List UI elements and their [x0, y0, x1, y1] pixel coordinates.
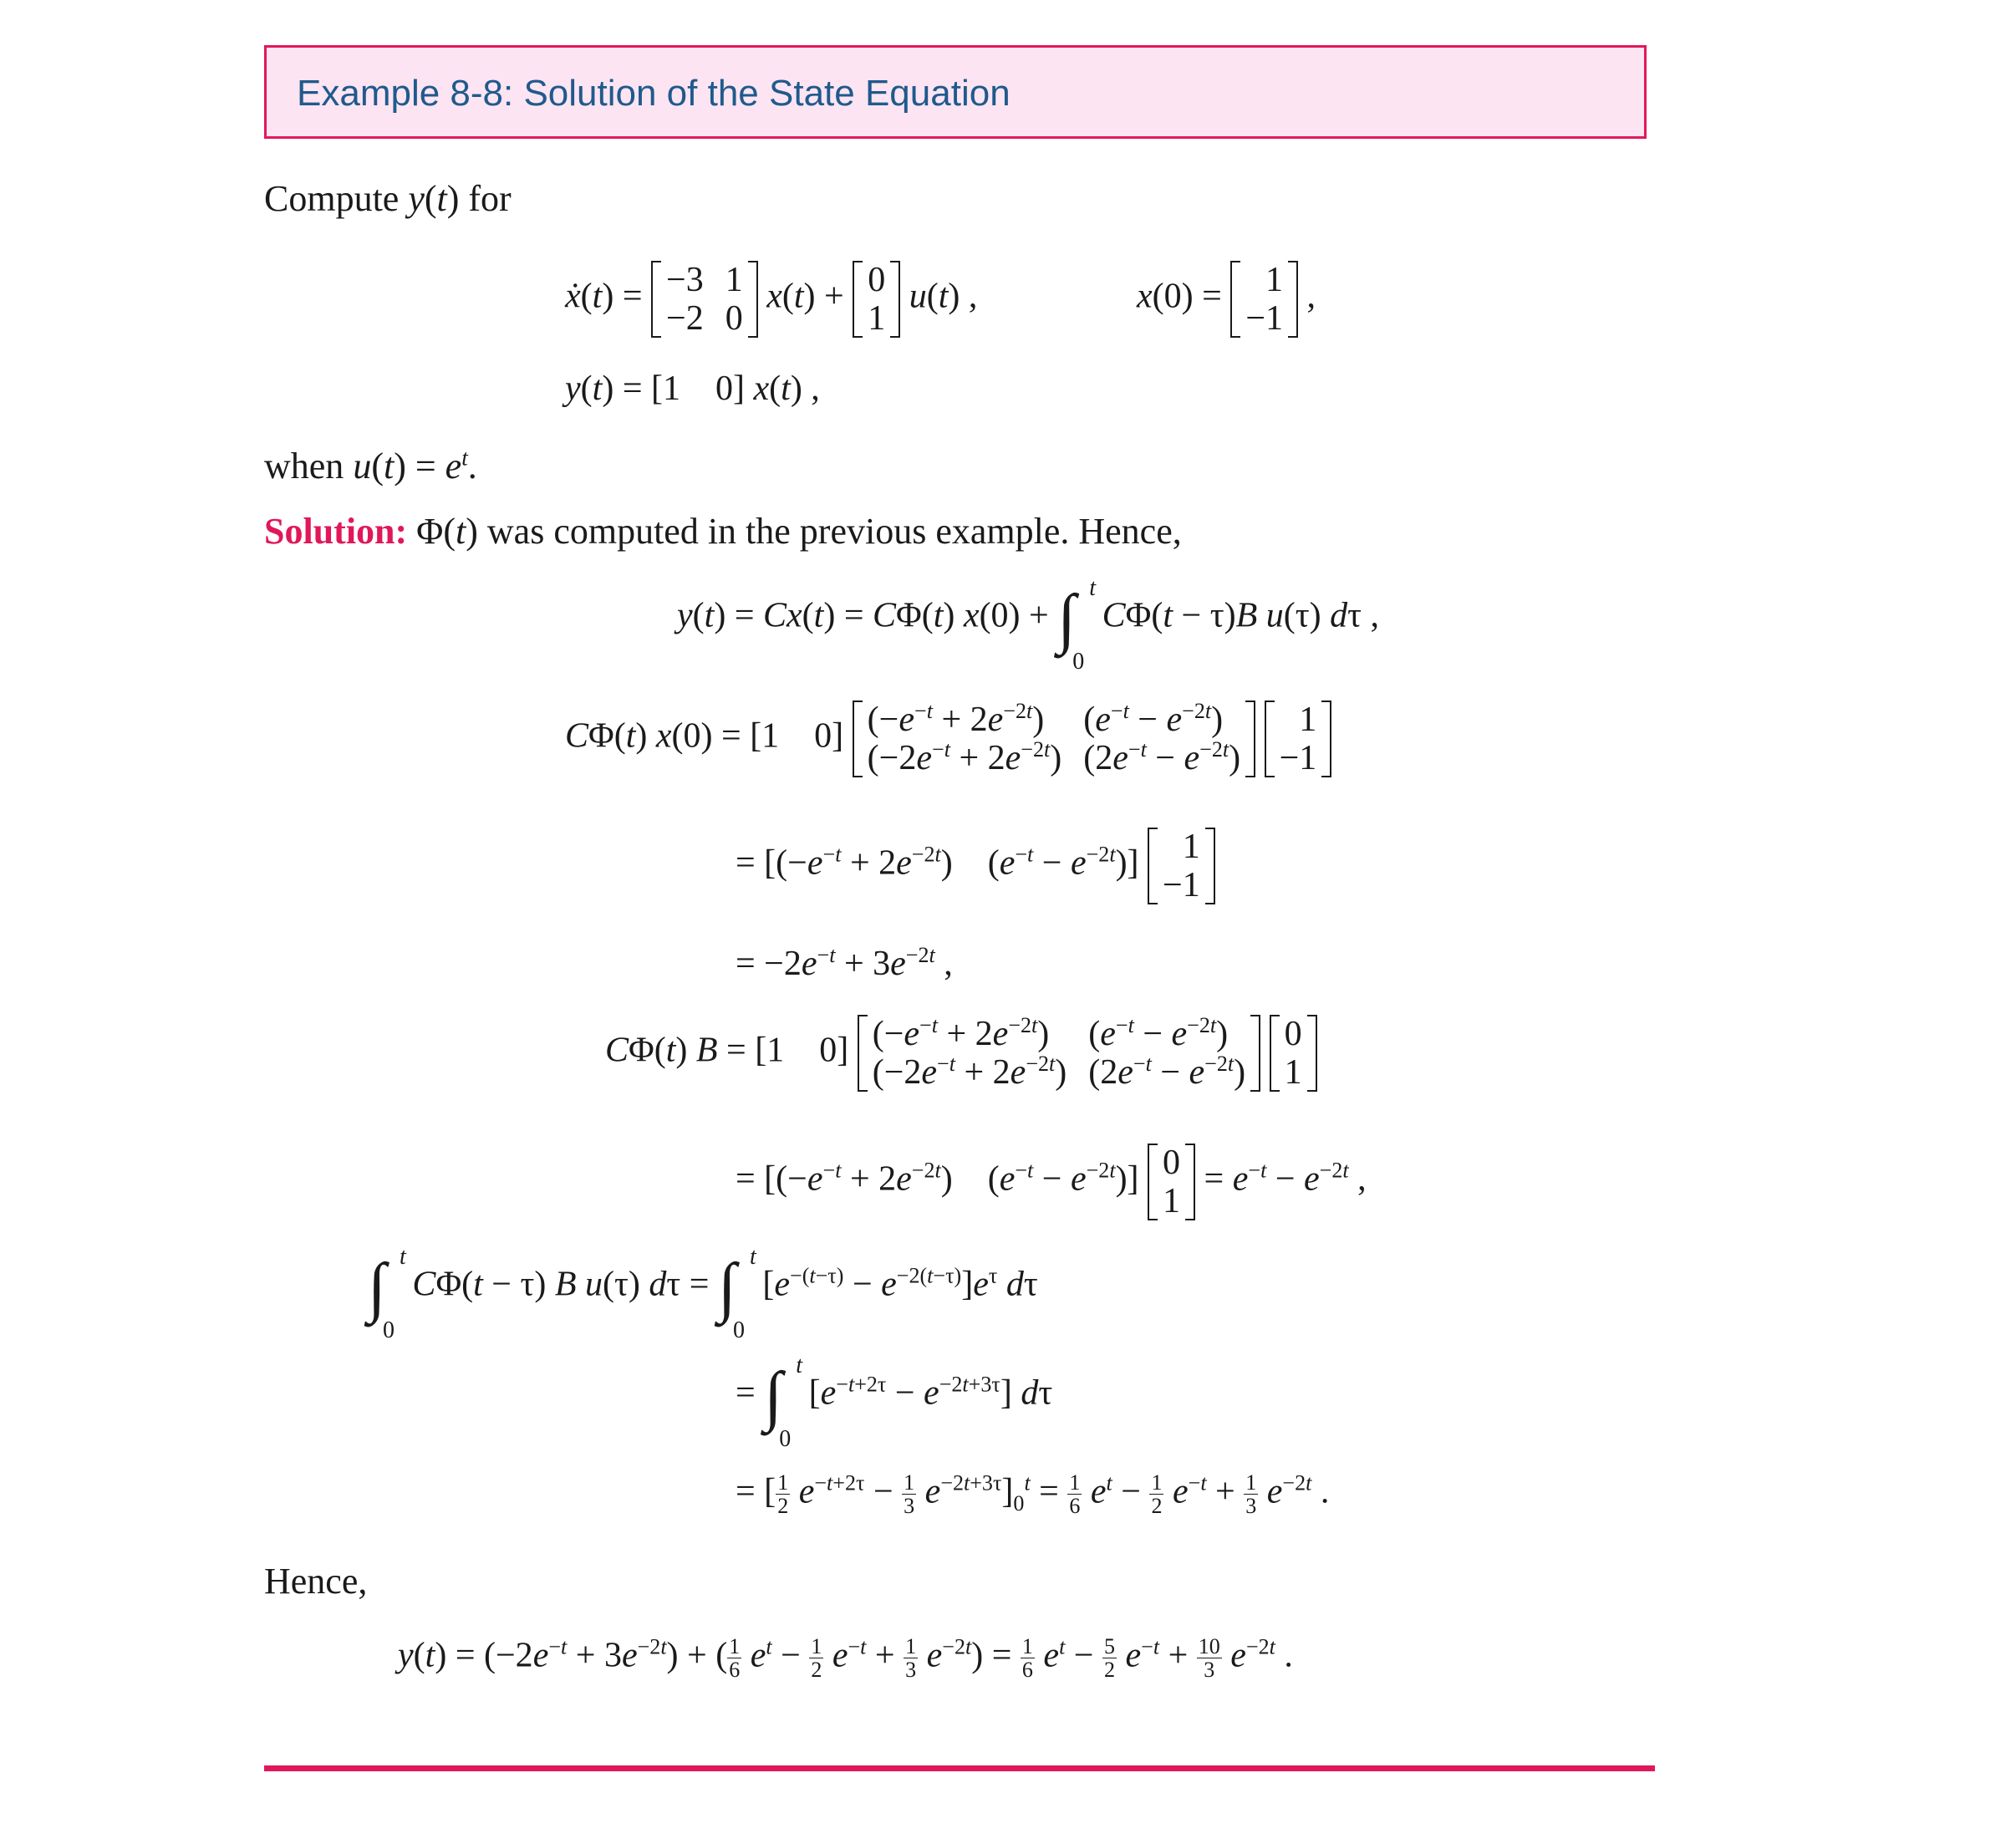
final-result: $y(t) = (-2e^{-t} + 3e^{-2t})$ + ( $\frac{1}{6}$ $e^t$ − $\frac{1}{2}$ $e^{-t}$ + $\frac{1}{3}$ $e^{-2t}$) = $\frac{1}{6}$ $e^t$ − $\frac{5}{2}$ $e^{-t}$ + $\frac{10}{3}$ $e^{-2t}$ . — [398, 1634, 1293, 1683]
integral-sign: ∫ t 0 — [1057, 575, 1097, 675]
integral-row-1: ∫ t 0 CΦ(t − τ) B u(τ) dτ = ∫ t 0 $[e^{-(t-\tau)} - e^{-2(t-\tau)}]e^\tau$ dτ — [368, 1244, 1038, 1343]
cphi-x0-result: = $-2e^{-t} + 3e^{-2t}$ , — [736, 943, 953, 983]
cphi-x0-row: CΦ(t) x(0) = [1 0] $(-e^{-t} + 2e^{-2t})$ $(e^{-t} - e^{-2t})$ $(-2e^{-t} + 2e^{-2t})$ $(2e^{-t} - e^{-2t})$ 1 −1 — [565, 700, 1331, 777]
solution-text: Φ(t) was computed in the previous example. Hence, — [416, 511, 1182, 552]
initial-condition: x(0) = 1 −1 , — [1137, 261, 1316, 338]
cphi-b-result: = [$(-e^{-t} + 2e^{-2t})$ $(e^{-t} - e^{-2t})$] 0 1 = $e^{-t} - e^{-2t}$ , — [736, 1144, 1367, 1220]
phi-matrix: $(-e^{-t} + 2e^{-2t})$ $(e^{-t} - e^{-2t})$ $(-2e^{-t} + 2e^{-2t})$ $(2e^{-t} - e^{-2t})$ — [853, 700, 1255, 777]
solution-label: Solution: — [264, 511, 408, 552]
cphi-b-row: CΦ(t) B = [1 0] $(-e^{-t} + 2e^{-2t})$ $(e^{-t} - e^{-2t})$ $(-2e^{-t} + 2e^{-2t})$ $(2e^{-t} - e^{-2t})$ 0 1 — [605, 1015, 1317, 1092]
vector-x0: 1 −1 — [1230, 261, 1298, 338]
state-equation: ẋ(t) = −3 1 −2 0 x(t) + 0 1 u(t) , — [565, 261, 978, 338]
bottom-divider — [264, 1765, 1655, 1771]
example-title: Example 8-8: Solution of the State Equation — [297, 73, 1011, 114]
input-definition: when $u(t) = e^t$. — [264, 445, 477, 486]
output-solution-formula: y(t) = Cx(t) = CΦ(t) x(0) + ∫ t 0 CΦ(t − τ)B u(τ) dτ , — [677, 575, 1379, 675]
intro-text: Compute y(t) for — [264, 178, 512, 219]
example-header-box — [264, 45, 1647, 139]
matrix-a: −3 1 −2 0 — [651, 261, 758, 338]
cphi-x0-step2: = [$(-e^{-t} + 2e^{-2t})$ $(e^{-t} - e^{-2t})$] 1 −1 — [736, 828, 1215, 904]
integral-row-2: = ∫ t 0 $[e^{-t+2\tau} - e^{-2t+3\tau}]$ dτ — [736, 1353, 1053, 1452]
integral-row-3: = [ $\frac{1}{2}$ $e^{-t+2\tau}$ − $\frac{1}{3}$ $e^{-2t+3\tau}]_0^t$ = $\frac{1}{6}$ $e^t$ − $\frac{1}{2}$ $e^{-t}$ + $\frac{1}{3}$ $e^{-2t}$ . — [736, 1470, 1330, 1519]
solution-line — [264, 510, 1182, 553]
output-equation: y(t) = [1 0] x(t) , — [565, 369, 820, 408]
hence-text: Hence, — [264, 1561, 368, 1602]
matrix-b: 0 1 — [853, 261, 900, 338]
